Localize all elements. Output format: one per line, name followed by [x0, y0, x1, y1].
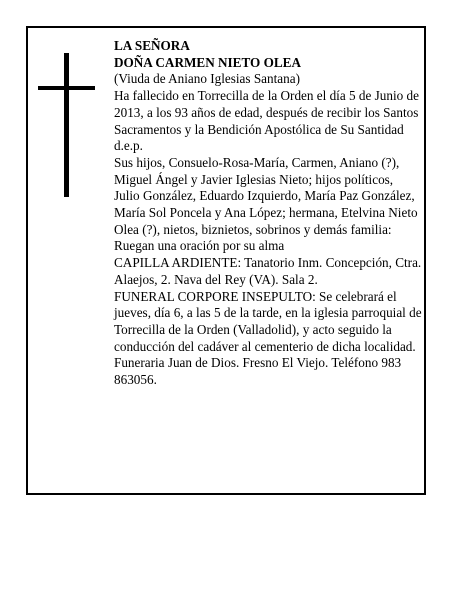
chapel-info: CAPILLA ARDIENTE: Tanatorio Inm. Concepción, Ctra. Alaejos, 2. Nava del Rey (VA). Sala 2.	[114, 255, 422, 287]
cross-horizontal-bar	[38, 86, 95, 90]
obituary-text	[114, 38, 422, 389]
dep-line: d.e.p.	[114, 138, 143, 154]
cross-vertical-bar	[64, 53, 69, 197]
family-list: Sus hijos, Consuelo-Rosa-María, Carmen, Aniano (?), Miguel Ángel y Javier Iglesias Nieto; hijos políticos, Julio González, Eduardo Izquierdo, María Paz González, María Sol Poncela y Ana López; hermana, Etelvina Nieto Olea (?), nietos, biznietos, sobrinos y demás familia:	[114, 154, 418, 237]
funeral-info: FUNERAL CORPORE INSEPULTO: Se celebrará el jueves, día 6, a las 5 de la tarde, en la iglesia parroquial de Torrecilla de la Orden (Valladolid), y acto seguido la conducción del cadáver al cementerio de dicha localidad.	[114, 288, 422, 354]
prayer-request: Ruegan una oración por su alma	[114, 238, 285, 254]
widow-line: (Viuda de Aniano Iglesias Santana)	[114, 71, 300, 87]
death-announcement: Ha fallecido en Torrecilla de la Orden el día 5 de Junio de 2013, a los 93 años de edad, después de recibir los Santos Sacramentos y la Bendición Apostólica de Su Santidad	[114, 88, 419, 137]
deceased-name: DOÑA CARMEN NIETO OLEA	[114, 54, 301, 70]
notice-title: LA SEÑORA	[114, 38, 190, 53]
funeral-home-info: Funeraria Juan de Dios. Fresno El Viejo. Teléfono 983 863056.	[114, 355, 402, 388]
